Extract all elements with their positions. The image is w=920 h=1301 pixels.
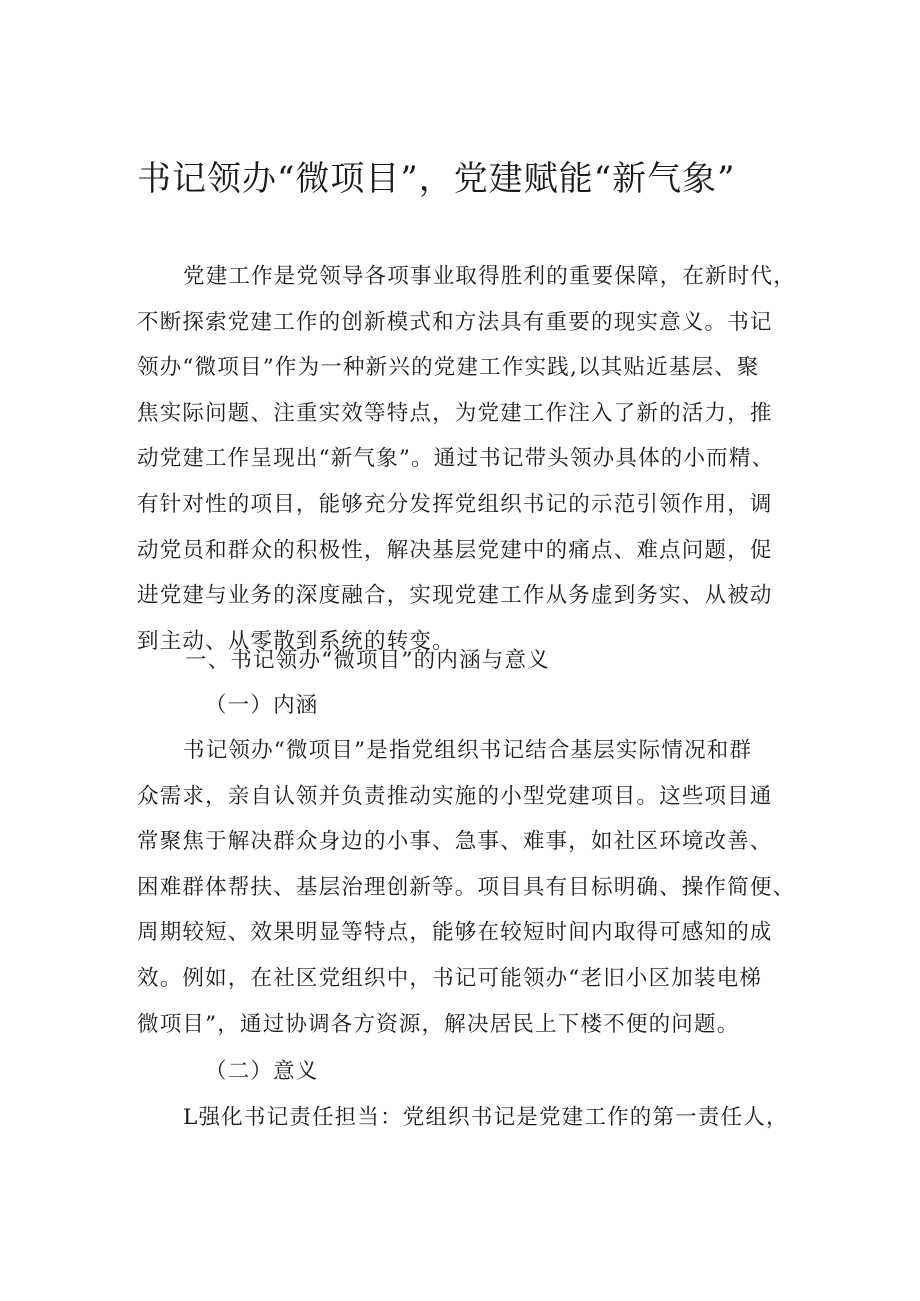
definition-line: 效。例如，在社区党组织中，书记可能领办“老旧小区加装电梯 — [137, 965, 763, 991]
intro-line: 不断探索党建工作的创新模式和方法具有重要的现实意义。书记 — [137, 309, 773, 335]
definition-line: 微项目”，通过协调各方资源，解决居民上下楼不便的问题。 — [137, 1011, 740, 1037]
subsection-heading-significance: （二）意义 — [205, 1059, 319, 1084]
intro-paragraph — [137, 254, 802, 664]
intro-line: 党建工作是党领导各项事业取得胜利的重要保障，在新时代， — [183, 264, 796, 289]
definition-line: 困难群体帮扶、基层治理创新等。项目具有目标明确、操作简便、 — [137, 874, 796, 900]
document-title: 书记领办“微项目”，党建赋能“新气象” — [137, 159, 736, 199]
intro-line: 焦实际问题、注重实效等特点，为党建工作注入了新的活力，推 — [137, 400, 773, 426]
subsection-heading-connotation: （一）内涵 — [205, 693, 319, 718]
definition-line: 众需求，亲自认领并负责推动实施的小型党建项目。这些项目通 — [137, 783, 773, 809]
significance-item-1: L强化书记责任担当：党组织书记是党建工作的第一责任人， — [183, 1105, 789, 1130]
definition-line: 书记领办“微项目”是指党组织书记结合基层实际情况和群 — [183, 738, 753, 763]
intro-line: 动党建工作呈现出“新气象”。通过书记带头领办具体的小而精、 — [137, 446, 775, 472]
definition-paragraph — [137, 728, 802, 1047]
definition-line: 常聚焦于解决群众身边的小事、急事、难事，如社区环境改善、 — [137, 829, 773, 855]
intro-line: 领办“微项目”作为一种新兴的党建工作实践,以其贴近基层、聚 — [137, 355, 760, 381]
intro-line: 有针对性的项目，能够充分发挥党组织书记的示范引领作用，调 — [137, 491, 773, 517]
intro-line: 进党建与业务的深度融合，实现党建工作从务虚到务实、从被动 — [137, 583, 773, 609]
intro-line: 动党员和群众的积极性，解决基层党建中的痛点、难点问题，促 — [137, 537, 773, 563]
intro-line: 到主动、从零散到系统的转变。 — [137, 628, 455, 654]
definition-line: 周期较短、效果明显等特点，能够在较短时间内取得可感知的成 — [137, 920, 773, 946]
section-heading-1: 一、书记领办“微项目”的内涵与意义 — [185, 648, 550, 673]
